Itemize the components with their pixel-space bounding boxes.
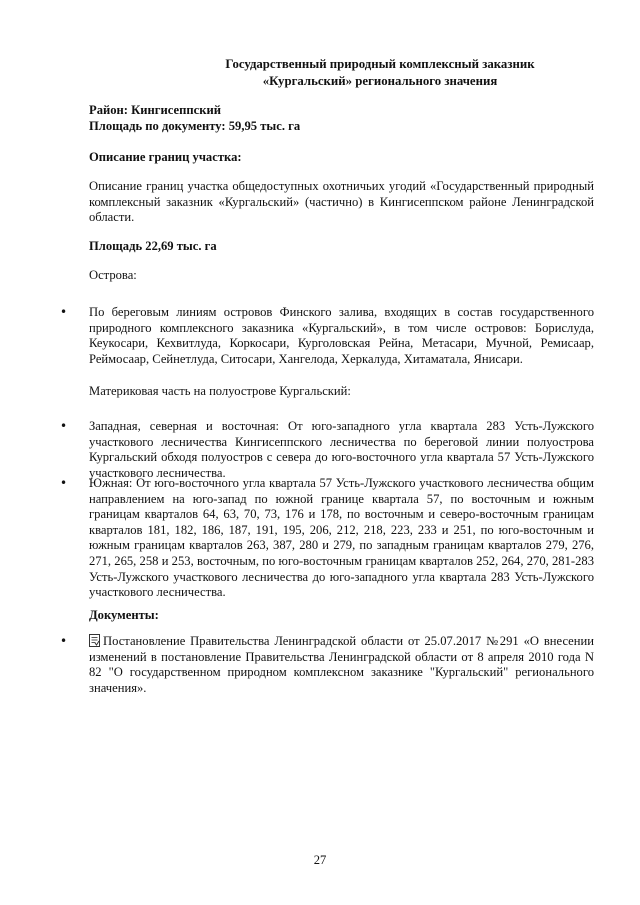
page-number: 27: [313, 853, 327, 867]
list-item-mainland-south: [60, 476, 594, 600]
islands-label: Острова:: [89, 268, 137, 282]
document-title: [180, 56, 580, 90]
bullet-glyph: •: [60, 476, 68, 490]
title-line-2: «Кургальский» регионального значения: [262, 74, 498, 88]
boundaries-text: Описание границ участка общедоступных охотничьих угодий «Государственный природный комплексный заказник «Кургальский» (частично) в Кингисеппском районе Ленинградской области.: [89, 179, 594, 225]
document-icon: [89, 634, 100, 647]
title-line-1: Государственный природный комплексный заказник: [225, 57, 535, 71]
bullet-glyph: •: [60, 634, 68, 648]
list-item-document[interactable]: [60, 634, 594, 698]
documents-heading: Документы:: [89, 608, 159, 622]
mainland-west-text: Западная, северная и восточная: От юго-западного угла квартала 283 Усть-Лужского участкового лесничества Кингисеппского лесничества по береговой линии полуострова Кургальский обходя полуостров с севера до юго-восточного угла квартала 57 Усть-Лужского участкового лесничества.: [89, 419, 594, 480]
bullet-glyph: •: [60, 419, 68, 433]
mainland-label: Материковая часть на полуострове Кургальский:: [89, 384, 351, 398]
islands-text: По береговым линиям островов Финского залива, входящих в состав государственного природного комплексного заказника «Кургальский», в том числе островов: Бориcлуда, Кеукосари, Кехвитлуда, Коркосари, Курголовская Рейна, Метасари, Мучной, Ремисаар, Реймосаар, Сейнетлуда, Ситосари, Хангелода, Херкалуда, Хитаматала, Янисари.: [89, 305, 594, 366]
mainland-south-text: Южная: От юго-восточного угла квартала 57 Усть-Лужского участкового лесничества общим направлением на юго-запад по южной границе квартала 57, по восточным и южным границам кварталов 64, 63, 70, 73, 176 и 178, по восточным и северо-восточным границам кварталов 181, 182, 186, 187, 191, 195, 206, 212, 218, 223, 233 и 251, по юго-восточным и южным границам кварталов 263, 387, 280 и 279, по западным границам кварталов 279, 276, 271, 265, 258 и 253, восточным, по юго-восточным границам кварталов 252, 264, 270, 281-283 Усть-Лужского участкового лесничества до юго-западного угла квартала 283 Усть-Лужского участкового лесничества.: [89, 476, 594, 600]
document-link-text[interactable]: Постановление Правительства Ленинградской области от 25.07.2017 №291 «О внесении изменений в постановление Правительства Ленинградской области от 8 апреля 2010 года N 82 "О государственном природном комплексном заказнике "Кургальский" регионального значения».: [89, 634, 594, 695]
boundaries-heading: Описание границ участка:: [89, 150, 242, 164]
area-value: Площадь 22,69 тыс. га: [89, 239, 217, 253]
bullet-glyph: •: [60, 305, 68, 319]
document-link[interactable]: [89, 634, 594, 696]
list-item-mainland-west: [60, 419, 594, 480]
area-by-document: Площадь по документу: 59,95 тыс. га: [89, 119, 301, 133]
district-label: Район: Кингисеппский: [89, 103, 221, 117]
list-item-islands: [60, 305, 594, 369]
